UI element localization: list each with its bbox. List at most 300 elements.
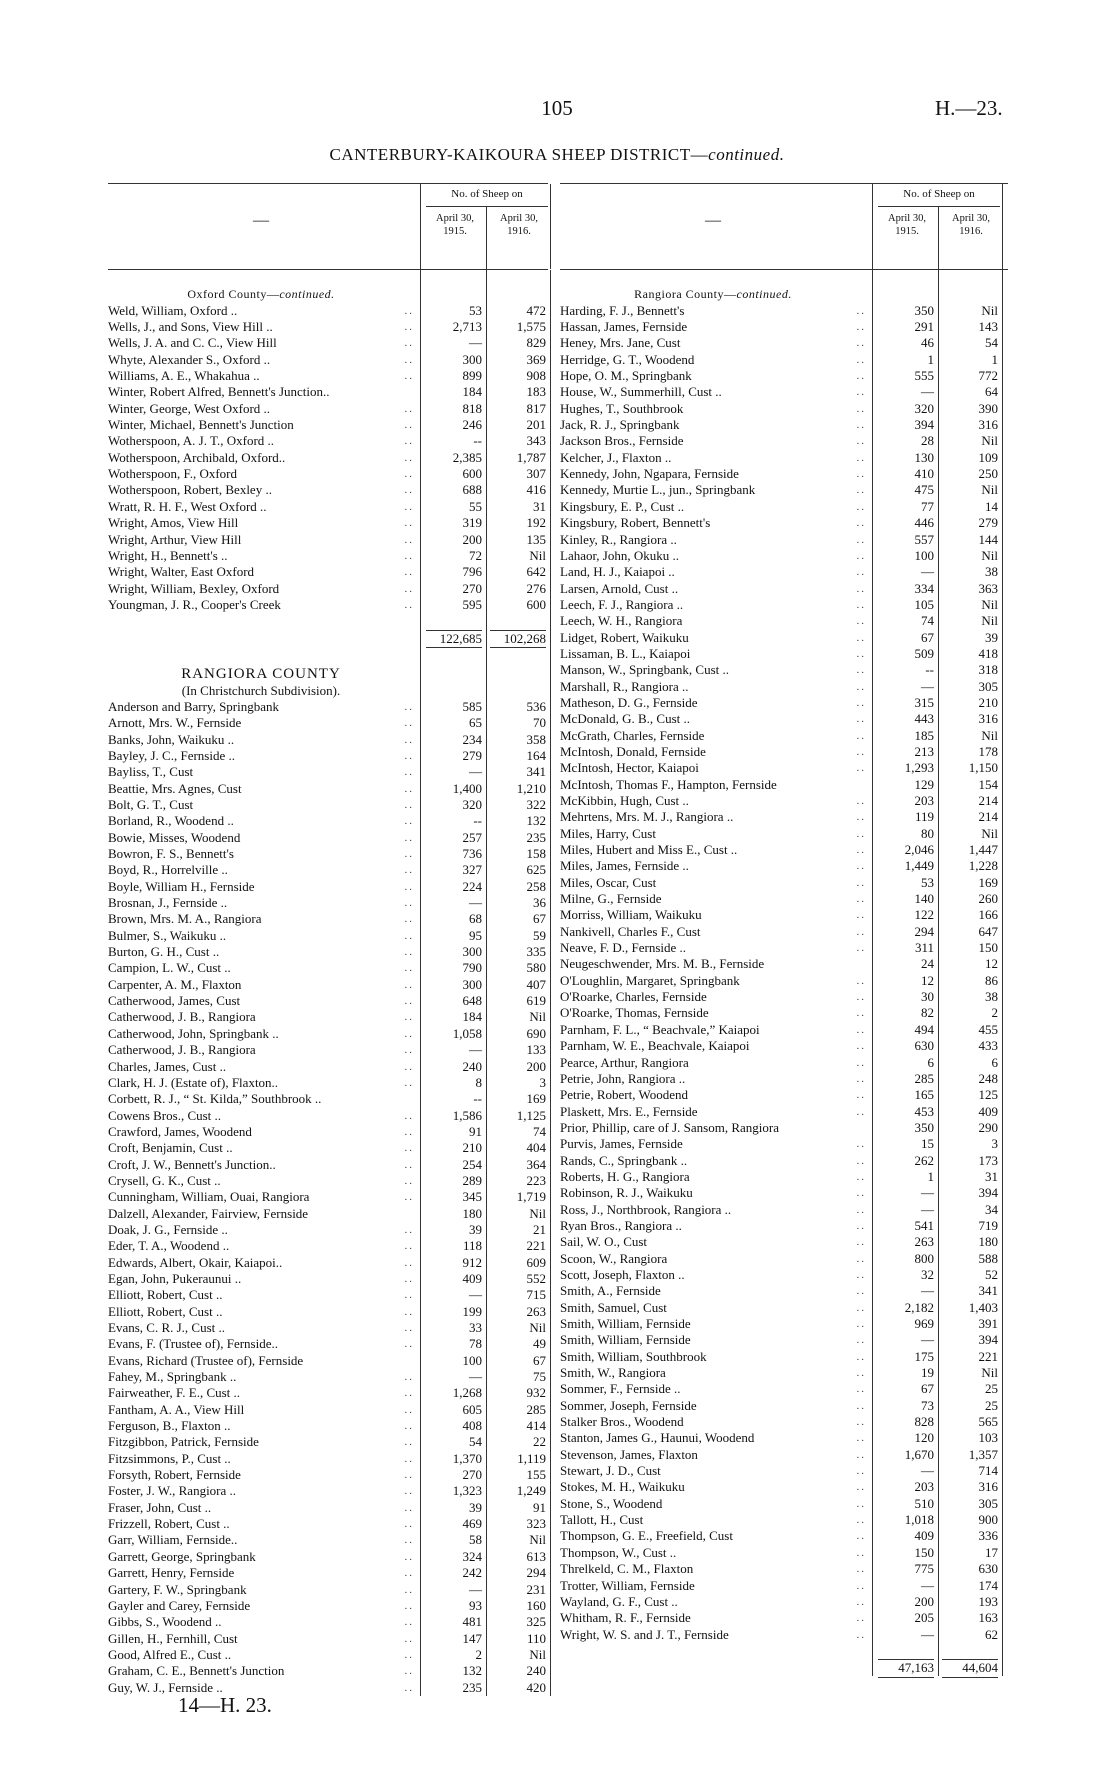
owner-name: Egan, John, Pukeraunui .. xyxy=(108,1270,242,1286)
sheep-1916: 772 xyxy=(978,368,998,384)
leader-dots: .. xyxy=(404,1599,414,1612)
column-rule xyxy=(486,270,487,1696)
leader-dots: .. xyxy=(856,925,866,938)
sheep-1915: 481 xyxy=(462,1614,482,1630)
sheep-1915: 688 xyxy=(462,482,482,498)
owner-name: Eder, T. A., Woodend .. xyxy=(108,1238,230,1254)
sheep-1916: 580 xyxy=(526,960,546,976)
owner-name: Elliott, Robert, Cust .. xyxy=(108,1287,223,1303)
table-row xyxy=(108,417,548,433)
sheep-1916: 210 xyxy=(978,694,998,710)
owner-name: Bayley, J. C., Fernside .. xyxy=(108,747,235,763)
table-row xyxy=(108,944,548,960)
table-row xyxy=(560,1136,1008,1152)
leader-dots: .. xyxy=(856,1383,866,1396)
table-row xyxy=(108,450,548,466)
owner-name: Thompson, G. E., Freefield, Cust xyxy=(560,1528,733,1544)
owner-name: Bowron, F. S., Bennett's xyxy=(108,846,234,862)
leader-dots: .. xyxy=(404,1076,414,1089)
sheep-1916: 221 xyxy=(978,1348,998,1364)
leader-dots: .. xyxy=(856,1612,866,1625)
sheep-1915: — xyxy=(921,564,934,580)
owner-name: Fraser, John, Cust .. xyxy=(108,1499,212,1515)
sheep-1916: 1,357 xyxy=(968,1446,998,1462)
sheep-1915: 648 xyxy=(462,993,482,1009)
sheep-1916: 932 xyxy=(526,1385,546,1401)
leader-dots: .. xyxy=(856,1530,866,1543)
sheep-1916: 391 xyxy=(978,1316,998,1331)
sheep-1915: 796 xyxy=(462,564,482,580)
owner-name: Wright, Walter, East Oxford xyxy=(108,564,255,580)
table-row xyxy=(560,597,1008,613)
sheep-1915: — xyxy=(921,678,934,694)
sheep-1915: 33 xyxy=(469,1320,482,1335)
table-row xyxy=(108,748,548,764)
table-row xyxy=(108,581,548,597)
sheep-1916: 409 xyxy=(978,1103,998,1119)
leader-dots: .. xyxy=(856,942,866,955)
table-row xyxy=(560,1005,1008,1021)
leader-dots: .. xyxy=(404,1665,414,1678)
sheep-1915: 453 xyxy=(914,1103,934,1119)
owner-name: Leech, F. J., Rangiora .. xyxy=(560,596,684,612)
leader-dots: .. xyxy=(404,929,414,942)
sheep-1915: 184 xyxy=(462,1009,482,1025)
leader-dots: .. xyxy=(404,304,414,317)
sheep-1916: 1,787 xyxy=(516,449,546,465)
leader-dots: .. xyxy=(856,1497,866,1510)
owner-name: Evans, Richard (Trustee of), Fernside xyxy=(108,1352,304,1368)
owner-name: Elliott, Robert, Cust .. xyxy=(108,1303,223,1319)
table-row xyxy=(560,1071,1008,1087)
owner-name: Garr, William, Fernside.. xyxy=(108,1532,238,1548)
sheep-1916: 647 xyxy=(978,923,998,939)
table-row xyxy=(560,450,1008,466)
owner-name: Good, Alfred E., Cust .. xyxy=(108,1646,232,1662)
sheep-1916: 125 xyxy=(978,1087,998,1103)
owner-name: Stevenson, James, Flaxton xyxy=(560,1446,698,1462)
leader-dots: .. xyxy=(404,1191,414,1204)
sheep-1916: 21 xyxy=(533,1221,546,1237)
sheep-1916: 164 xyxy=(526,747,546,763)
owner-name: Youngman, J. R., Cooper's Creek xyxy=(108,596,281,612)
sheep-1915: 203 xyxy=(914,793,934,808)
sheep-1915: 203 xyxy=(914,1479,934,1495)
sheep-1915: 100 xyxy=(914,547,934,563)
sheep-1915: 2,385 xyxy=(452,449,482,465)
table-row xyxy=(560,1430,1008,1446)
sheep-1916: Nil xyxy=(981,547,998,563)
sheep-1916: Nil xyxy=(529,1205,546,1221)
table-row xyxy=(560,1545,1008,1561)
table-row xyxy=(560,842,1008,858)
owner-name: Catherwood, John, Springbank .. xyxy=(108,1025,279,1041)
owner-name: Campion, L. W., Cust .. xyxy=(108,960,231,976)
sheep-1915: 82 xyxy=(921,1005,934,1021)
leader-dots: .. xyxy=(856,1285,866,1298)
owner-name: Prior, Phillip, care of J. Sansom, Rangiora xyxy=(560,1119,780,1135)
leader-dots: .. xyxy=(404,946,414,959)
sheep-1916: 714 xyxy=(978,1463,998,1479)
sheep-1915: 790 xyxy=(462,960,482,976)
sheep-1916: Nil xyxy=(529,1320,546,1335)
sheep-1915: 30 xyxy=(921,989,934,1005)
table-row xyxy=(560,1169,1008,1185)
total-row xyxy=(560,1659,1008,1675)
leader-dots: .. xyxy=(404,1289,414,1302)
sheep-1915: 91 xyxy=(469,1123,482,1139)
owner-name: Bayliss, T., Cust xyxy=(108,764,194,780)
leader-dots: .. xyxy=(404,1371,414,1384)
sheep-1916: 17 xyxy=(985,1544,998,1560)
owner-name: Fahey, M., Springbank .. xyxy=(108,1369,237,1385)
sheep-1915: — xyxy=(469,1042,482,1058)
sheep-1915: 2 xyxy=(475,1646,482,1662)
sheep-1916: 565 xyxy=(978,1414,998,1430)
owner-name: Neave, F. D., Fernside .. xyxy=(560,940,687,956)
sheep-1916: Nil xyxy=(981,302,998,318)
owner-name: Dalzell, Alexander, Fairview, Fernside xyxy=(108,1205,309,1221)
table-row xyxy=(108,977,548,993)
sheep-1916: Nil xyxy=(529,547,546,563)
sheep-count-header: No. of Sheep on xyxy=(451,188,523,200)
leader-dots: .. xyxy=(404,451,414,464)
owner-name: McIntosh, Hector, Kaiapoi xyxy=(560,760,699,776)
table-row xyxy=(560,1087,1008,1103)
sheep-1916: 316 xyxy=(978,711,998,727)
table-row xyxy=(560,1561,1008,1577)
leader-dots: .. xyxy=(856,1399,866,1412)
owner-name: Tallott, H., Cust xyxy=(560,1512,644,1528)
sheep-1916: 404 xyxy=(526,1140,546,1156)
sheep-1916: 552 xyxy=(526,1270,546,1286)
sheep-1916: 174 xyxy=(978,1577,998,1593)
owner-name: Fitzgibbon, Patrick, Fernside xyxy=(108,1434,259,1450)
sheep-1915: 2,046 xyxy=(904,842,934,858)
sheep-1915: 605 xyxy=(462,1401,482,1417)
leader-dots: .. xyxy=(404,1223,414,1236)
sheep-1916: 248 xyxy=(978,1070,998,1086)
sheep-1915: 105 xyxy=(914,596,934,612)
sheep-1915: 294 xyxy=(914,923,934,939)
sheep-1915: 736 xyxy=(462,846,482,862)
owner-name: O'Roarke, Thomas, Fernside xyxy=(560,1005,709,1021)
owner-name: Crawford, James, Woodend xyxy=(108,1123,252,1139)
leader-dots: .. xyxy=(856,1595,866,1608)
owner-name: Carpenter, A. M., Flaxton xyxy=(108,976,242,992)
sheep-1916: 166 xyxy=(978,907,998,923)
owner-name: Stokes, M. H., Waikuku xyxy=(560,1479,685,1495)
leader-dots: .. xyxy=(404,1272,414,1285)
sheep-1915: 327 xyxy=(462,862,482,878)
leader-dots: .. xyxy=(404,1485,414,1498)
leader-dots: .. xyxy=(404,1011,414,1024)
sheep-1916: 214 xyxy=(978,793,998,808)
leader-dots: .. xyxy=(404,1158,414,1171)
sheep-1915: — xyxy=(921,1283,934,1299)
leader-dots: .. xyxy=(856,500,866,513)
sheep-1916: 235 xyxy=(526,829,546,845)
owner-name: Larsen, Arnold, Cust .. xyxy=(560,580,679,596)
owner-name: Stanton, James G., Haunui, Woodend xyxy=(560,1430,755,1446)
sheep-1916: 630 xyxy=(978,1561,998,1577)
sheep-1915: 494 xyxy=(914,1021,934,1037)
sheep-1915: 262 xyxy=(914,1152,934,1168)
table-row xyxy=(108,1532,548,1548)
leader-dots: .. xyxy=(856,517,866,530)
owner-name: Winter, Robert Alfred, Bennett's Junction.. xyxy=(108,384,330,400)
column-rule xyxy=(1002,270,1003,1676)
owner-name: Charles, James, Cust .. xyxy=(108,1058,227,1074)
owner-name: Wright, H., Bennett's .. xyxy=(108,547,228,563)
date-1915-header: April 30, 1915. xyxy=(436,213,474,237)
sheep-1916: 276 xyxy=(526,580,546,596)
sheep-1916: 472 xyxy=(526,302,546,318)
title-main: CANTERBURY-KAIKOURA SHEEP DISTRICT— xyxy=(329,145,709,164)
table-row xyxy=(560,613,1008,629)
table-row xyxy=(560,515,1008,531)
sheep-1915: 224 xyxy=(462,878,482,894)
owner-name: Marshall, R., Rangiora .. xyxy=(560,678,689,694)
sheep-1916: Nil xyxy=(981,727,998,743)
owner-name: Wright, William, Bexley, Oxford xyxy=(108,580,280,596)
sheep-1915: 630 xyxy=(914,1038,934,1054)
table-row xyxy=(560,352,1008,368)
sheep-1916: 109 xyxy=(978,449,998,465)
sheep-1915: 200 xyxy=(462,531,482,547)
owner-name: Foster, J. W., Rangiora .. xyxy=(108,1483,237,1499)
owner-name: Gillen, H., Fernhill, Cust xyxy=(108,1630,238,1646)
owner-name: Smith, William, Fernside xyxy=(560,1332,691,1348)
leader-dots: .. xyxy=(856,827,866,840)
sheep-1916: 86 xyxy=(985,972,998,988)
leader-dots: .. xyxy=(404,962,414,975)
table-row xyxy=(560,417,1008,433)
leader-dots: .. xyxy=(856,1105,866,1118)
sheep-1915: -- xyxy=(925,662,934,678)
sheep-1916: 279 xyxy=(978,515,998,531)
owner-name: Cunningham, William, Ouai, Rangiora xyxy=(108,1189,310,1205)
table-row xyxy=(560,646,1008,662)
sheep-1916: 231 xyxy=(526,1581,546,1597)
owner-name: Kinley, R., Rangiora .. xyxy=(560,531,677,547)
sheep-1916: 200 xyxy=(526,1058,546,1074)
sheep-1915: 32 xyxy=(921,1266,934,1282)
owner-name: Gayler and Carey, Fernside xyxy=(108,1597,251,1613)
sheep-1916: 625 xyxy=(526,862,546,878)
owner-name: Guy, W. J., Fernside .. xyxy=(108,1679,223,1695)
owner-name: Smith, A., Fernside xyxy=(560,1283,661,1299)
table-row xyxy=(108,532,548,548)
leader-dots: .. xyxy=(404,484,414,497)
sheep-1915: 1,293 xyxy=(904,760,934,776)
table-row xyxy=(108,368,548,384)
sheep-1915: — xyxy=(921,1332,934,1348)
document-reference: H.—23. xyxy=(935,96,1003,120)
leader-dots: .. xyxy=(404,353,414,366)
leader-dots: .. xyxy=(404,1044,414,1057)
owner-name: Smith, Samuel, Cust xyxy=(560,1299,667,1315)
table-row xyxy=(108,1582,548,1598)
owner-name: Parnham, W. E., Beachvale, Kaiapoi xyxy=(560,1038,750,1054)
leader-dots: .. xyxy=(404,700,414,713)
sheep-1916: 12 xyxy=(985,956,998,972)
owner-name: Garrett, George, Springbank xyxy=(108,1548,256,1564)
table-row xyxy=(560,956,1008,972)
table-row xyxy=(560,1414,1008,1430)
table-row xyxy=(108,1108,548,1124)
leader-dots: .. xyxy=(404,1452,414,1465)
owner-name: Burton, G. H., Cust .. xyxy=(108,944,220,960)
sheep-1915: 118 xyxy=(462,1238,482,1254)
sheep-1915: — xyxy=(921,1185,934,1201)
sheep-1916: 169 xyxy=(978,874,998,890)
owner-name: Banks, John, Waikuku .. xyxy=(108,731,235,747)
sheep-1915: 246 xyxy=(462,417,482,433)
county-name: Oxford County—continued. xyxy=(187,287,335,302)
leader-dots: .. xyxy=(856,566,866,579)
leader-dots: .. xyxy=(404,533,414,546)
leader-dots: .. xyxy=(404,1420,414,1433)
leader-dots: .. xyxy=(404,517,414,530)
sheep-1916: 258 xyxy=(526,878,546,894)
leader-dots: .. xyxy=(856,1023,866,1036)
leader-dots: .. xyxy=(404,766,414,779)
sheep-1916: 143 xyxy=(978,319,998,335)
column-rule xyxy=(420,270,421,1696)
table-row xyxy=(108,1304,548,1320)
table-row xyxy=(560,875,1008,891)
sheep-1916: 70 xyxy=(533,715,546,731)
owner-name: Corbett, R. J., “ St. Kilda,” Southbrook .. xyxy=(108,1091,322,1107)
sheep-1916: 64 xyxy=(985,384,998,400)
table-row xyxy=(108,1189,548,1205)
sheep-1916: Nil xyxy=(529,1009,546,1025)
leader-dots: .. xyxy=(856,1007,866,1020)
sheep-1915: 67 xyxy=(921,1381,934,1397)
sheep-1916: 154 xyxy=(978,776,998,792)
owner-name: Catherwood, J. B., Rangiora xyxy=(108,1042,256,1058)
sheep-1916: 323 xyxy=(526,1516,546,1532)
sheep-1916: 6 xyxy=(991,1054,998,1070)
table-row xyxy=(108,1663,548,1679)
right-table-header xyxy=(560,183,1008,270)
sheep-1916: 414 xyxy=(526,1418,546,1434)
table-row xyxy=(560,368,1008,384)
sheep-1916: 536 xyxy=(526,698,546,714)
sheep-1916: 201 xyxy=(526,417,546,433)
sheep-1916: 192 xyxy=(526,515,546,531)
leader-dots: .. xyxy=(404,749,414,762)
sheep-1915: 180 xyxy=(462,1205,482,1221)
total-1915: 47,163 xyxy=(878,1659,934,1677)
owner-name: Mehrtens, Mrs. M. J., Rangiora .. xyxy=(560,809,734,825)
table-row xyxy=(560,466,1008,482)
table-row xyxy=(108,1434,548,1450)
owner-name: Kelcher, J., Flaxton .. xyxy=(560,449,672,465)
sheep-1915: 409 xyxy=(914,1528,934,1544)
sheep-1915: 279 xyxy=(462,747,482,763)
owner-name: Croft, J. W., Bennett's Junction.. xyxy=(108,1156,276,1172)
table-row xyxy=(560,1267,1008,1283)
sheep-1916: 817 xyxy=(526,400,546,416)
leader-dots: .. xyxy=(856,876,866,889)
leader-dots: .. xyxy=(856,1072,866,1085)
owner-name: Trotter, William, Fernside xyxy=(560,1577,695,1593)
owner-name: Smith, William, Fernside xyxy=(560,1316,691,1331)
owner-name: Hughes, T., Southbrook xyxy=(560,400,684,416)
owner-name: Kingsbury, Robert, Bennett's xyxy=(560,515,711,531)
leader-dots: .. xyxy=(856,974,866,987)
sheep-1915: 1,400 xyxy=(452,780,482,796)
sheep-1915: 39 xyxy=(469,1221,482,1237)
leader-dots: .. xyxy=(404,549,414,562)
sheep-1916: 433 xyxy=(978,1038,998,1054)
owner-name: Rands, C., Springbank .. xyxy=(560,1152,688,1168)
sheep-1915: 184 xyxy=(462,384,482,400)
sheep-1915: 320 xyxy=(462,797,482,812)
sheep-1916: 260 xyxy=(978,891,998,907)
sheep-1915: 130 xyxy=(914,449,934,465)
sheep-1915: 300 xyxy=(462,976,482,992)
owner-name: Pearce, Arthur, Rangiora xyxy=(560,1054,689,1070)
sheep-1916: 31 xyxy=(985,1168,998,1184)
table-row xyxy=(108,1500,548,1516)
leader-dots: .. xyxy=(404,468,414,481)
sheep-1915: 557 xyxy=(914,531,934,547)
sheep-1916: 455 xyxy=(978,1021,998,1037)
leader-dots: .. xyxy=(404,815,414,828)
table-row xyxy=(560,1055,1008,1071)
owner-name: Gartery, F. W., Springbank xyxy=(108,1581,247,1597)
owner-name: Brown, Mrs. M. A., Rangiora xyxy=(108,911,262,927)
table-row xyxy=(108,895,548,911)
table-row xyxy=(108,715,548,731)
table-row xyxy=(108,335,548,351)
sheep-1915: 74 xyxy=(921,613,934,629)
table-row xyxy=(108,1336,548,1352)
table-row xyxy=(108,352,548,368)
leader-dots: .. xyxy=(404,880,414,893)
sheep-1915: 270 xyxy=(462,580,482,596)
sheep-1915: 350 xyxy=(914,302,934,318)
sheep-1915: 205 xyxy=(914,1610,934,1626)
table-row xyxy=(560,303,1008,319)
table-row xyxy=(108,1255,548,1271)
table-row xyxy=(108,797,548,813)
sheep-1915: 150 xyxy=(914,1544,934,1560)
date-1916-header: April 30, 1916. xyxy=(500,213,538,237)
leader-dots: .. xyxy=(404,1550,414,1563)
table-row xyxy=(560,1022,1008,1038)
table-row xyxy=(560,401,1008,417)
sheep-1915: 2,713 xyxy=(452,319,482,335)
owner-name: Lahaor, John, Okuku .. xyxy=(560,547,679,563)
sheep-1916: 31 xyxy=(533,498,546,514)
table-row xyxy=(560,1332,1008,1348)
owner-name: Petrie, Robert, Woodend xyxy=(560,1087,688,1103)
owner-name: Wayland, G. F., Cust .. xyxy=(560,1593,678,1609)
table-row xyxy=(560,1578,1008,1594)
owner-name: Scott, Joseph, Flaxton .. xyxy=(560,1266,685,1282)
sheep-1915: 324 xyxy=(462,1548,482,1564)
sheep-1915: -- xyxy=(473,433,482,449)
sheep-1915: 68 xyxy=(469,911,482,927)
table-row xyxy=(108,1451,548,1467)
sheep-1916: 183 xyxy=(526,384,546,400)
sheep-1916: 221 xyxy=(526,1238,546,1254)
sheep-1916: 1,575 xyxy=(516,319,546,335)
